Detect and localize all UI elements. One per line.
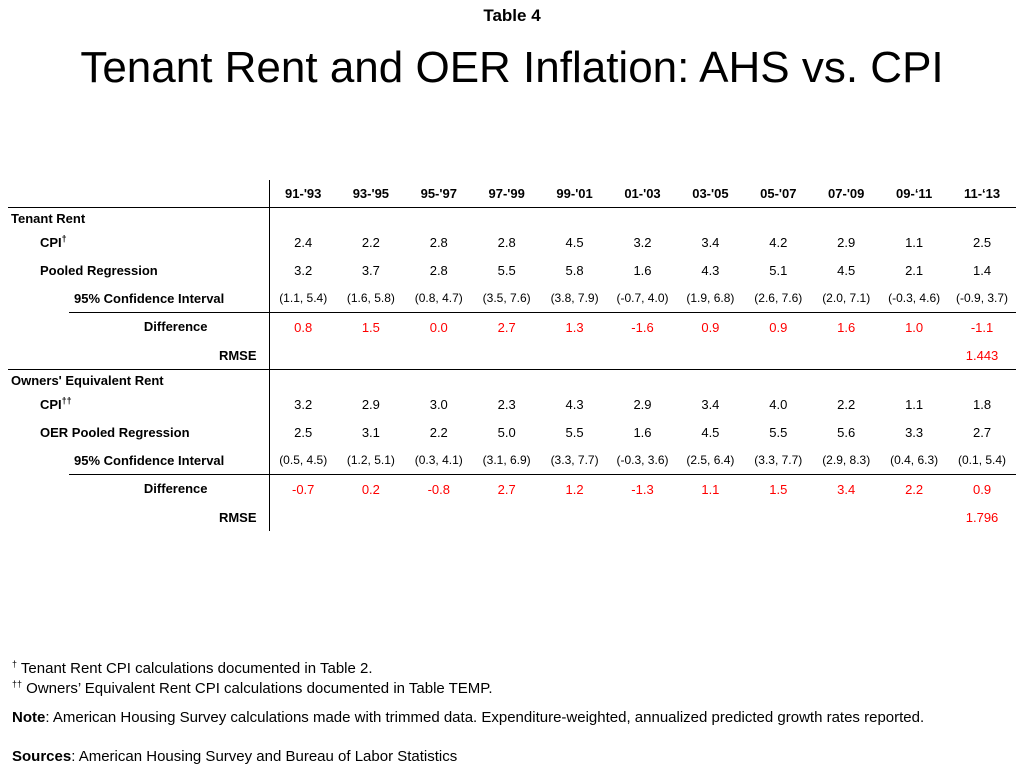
difference-value-cell: 0.0 [429, 319, 448, 335]
pooled-value-cell: 5.1 [769, 262, 788, 278]
ci-label-text: 95% Confidence Interval [74, 290, 225, 306]
rmse-row [8, 503, 1016, 531]
difference-value-cell: -1.6 [631, 319, 654, 335]
empty-cell [676, 503, 744, 531]
difference-row-label: Difference [8, 313, 269, 342]
cpi-row [8, 228, 1016, 256]
header-row [8, 180, 1016, 208]
ci-value-cell: (-0.9, 3.7) [948, 284, 1016, 313]
cpi-value-cell: 4.5 [565, 234, 584, 250]
column-header: 95-'97 [405, 180, 473, 208]
ci-value-cell: (0.3, 4.1) [405, 446, 473, 475]
sources-text: : American Housing Survey and Bureau of Labor Statistics [71, 748, 458, 765]
cpi-row-label [8, 390, 269, 418]
column-header: 07-'09 [812, 180, 880, 208]
pooled-value-cell: 2.8 [429, 262, 448, 278]
cpi-value-cell: 2.3 [497, 396, 516, 412]
column-header: 99-'01 [541, 180, 609, 208]
ci-value-cell: (0.4, 6.3) [880, 446, 948, 475]
footnote-mark: †† [12, 679, 23, 689]
ci-value-cell: (3.5, 7.6) [473, 284, 541, 313]
difference-row-label: Difference [8, 475, 269, 504]
empty-cell [541, 503, 609, 531]
table-body [8, 180, 1016, 531]
footnote-oer [12, 679, 493, 699]
cpi-value-cell: 2.9 [837, 234, 856, 250]
pooled-value-cell: 5.5 [769, 424, 788, 440]
column-header: 91-'93 [269, 180, 337, 208]
cpi-label-text: CPI [40, 234, 62, 250]
difference-value-cell: -1.3 [631, 481, 654, 497]
cpi-value-cell: 3.4 [701, 234, 720, 250]
ci-value-cell: (2.5, 6.4) [676, 446, 744, 475]
cpi-value-cell: 2.2 [361, 234, 380, 250]
empty-cell [744, 503, 812, 531]
pooled-value-cell: 1.6 [633, 262, 652, 278]
column-header: 11-‘13 [948, 180, 1016, 208]
inflation-comparison-table [8, 180, 1016, 531]
empty-cell [609, 341, 677, 370]
empty-cell [744, 341, 812, 370]
oer-section-label: Owners' Equivalent Rent [8, 370, 269, 391]
ci-label-text: 95% Confidence Interval [74, 452, 225, 468]
pooled-regression-row [8, 418, 1016, 446]
difference-value-cell: 1.0 [905, 319, 924, 335]
cpi-value-cell: 1.8 [972, 396, 992, 412]
note [12, 708, 1002, 728]
rmse-row-label: RMSE [8, 341, 269, 370]
pooled-row-label: Pooled Regression [8, 256, 269, 284]
pooled-value-cell: 4.5 [837, 262, 856, 278]
footnote-mark: †† [61, 395, 72, 406]
empty-cell [269, 503, 337, 531]
difference-value-cell: 1.5 [361, 319, 380, 335]
rmse-row [8, 341, 1016, 370]
cpi-row-label [8, 228, 269, 256]
empty-cell [269, 341, 337, 370]
difference-row [8, 313, 1016, 342]
page-title: Tenant Rent and OER Inflation: AHS vs. CPI [80, 43, 944, 92]
pooled-value-cell: 4.5 [701, 424, 720, 440]
pooled-value-cell: 3.7 [361, 262, 380, 278]
ci-value-cell: (2.0, 7.1) [812, 284, 880, 313]
note-text: : American Housing Survey calculations made with trimmed data. Expenditure-weighted, annualized predicted growth rates reported. [45, 709, 925, 726]
difference-value-cell: 2.7 [497, 481, 516, 497]
section-header-row [8, 370, 1016, 391]
difference-value-cell: 2.2 [905, 481, 924, 497]
cpi-value-cell: 2.8 [497, 234, 516, 250]
column-header: 93-'95 [337, 180, 405, 208]
cpi-value-cell: 2.9 [633, 396, 652, 412]
cpi-value-cell: 3.2 [633, 234, 652, 250]
empty-cell [541, 341, 609, 370]
confidence-interval-row [8, 284, 1016, 313]
empty-cell [473, 503, 541, 531]
column-header: 01-'03 [609, 180, 677, 208]
footnote-text: Tenant Rent CPI calculations documented in Table 2. [17, 660, 373, 677]
ci-value-cell: (0.5, 4.5) [269, 446, 337, 475]
difference-value-cell: 3.4 [837, 481, 856, 497]
cpi-value-cell: 2.2 [837, 396, 856, 412]
ci-value-cell: (-0.3, 4.6) [880, 284, 948, 313]
ci-value-cell: (3.8, 7.9) [541, 284, 609, 313]
difference-value-cell: 1.2 [565, 481, 584, 497]
pooled-value-cell: 2.2 [429, 424, 448, 440]
pooled-value-cell: 5.0 [497, 424, 516, 440]
pooled-value-cell: 3.3 [905, 424, 924, 440]
ci-value-cell: (0.8, 4.7) [405, 284, 473, 313]
pooled-value-cell: 3.2 [294, 262, 313, 278]
empty-cell [880, 503, 948, 531]
empty-cell [812, 341, 880, 370]
pooled-row-label: OER Pooled Regression [8, 418, 269, 446]
rmse-value-cell: 1.796 [965, 509, 999, 525]
footnotes [12, 659, 493, 699]
empty-cell [405, 341, 473, 370]
tenant-section-label: Tenant Rent [8, 208, 269, 229]
sources-label: Sources [12, 748, 72, 765]
column-header: 05-'07 [744, 180, 812, 208]
difference-value-cell: -0.8 [427, 481, 450, 497]
ci-value-cell: (1.1, 5.4) [269, 284, 337, 313]
cpi-row [8, 390, 1016, 418]
column-header: 03-'05 [676, 180, 744, 208]
ci-value-cell: (3.3, 7.7) [541, 446, 609, 475]
pooled-value-cell: 5.8 [565, 262, 584, 278]
ci-value-cell: (-0.3, 3.6) [609, 446, 677, 475]
difference-value-cell: 0.9 [972, 481, 992, 497]
cpi-value-cell: 3.2 [294, 396, 313, 412]
difference-value-cell: 1.1 [701, 481, 720, 497]
empty-cell [676, 341, 744, 370]
table-number-label: Table 4 [483, 6, 541, 25]
empty-cell [880, 341, 948, 370]
ci-value-cell: (3.1, 6.9) [473, 446, 541, 475]
ci-value-cell: (1.9, 6.8) [676, 284, 744, 313]
cpi-value-cell: 1.1 [905, 396, 924, 412]
cpi-label-text: CPI [40, 396, 62, 412]
column-header: 97-'99 [473, 180, 541, 208]
cpi-value-cell: 2.8 [429, 234, 448, 250]
cpi-value-cell: 4.2 [769, 234, 788, 250]
footnote-mark: † [12, 659, 18, 669]
empty-cell [405, 503, 473, 531]
ci-value-cell: (2.6, 7.6) [744, 284, 812, 313]
pooled-value-cell: 5.5 [565, 424, 584, 440]
pooled-value-cell: 5.6 [837, 424, 856, 440]
empty-cell [609, 503, 677, 531]
ci-value-cell: (0.1, 5.4) [948, 446, 1016, 475]
ci-underline [69, 312, 270, 313]
pooled-value-cell: 1.6 [633, 424, 652, 440]
rmse-value-cell: 1.443 [965, 347, 999, 363]
empty-cell [337, 341, 405, 370]
pooled-value-cell: 2.5 [294, 424, 313, 440]
difference-value-cell: 0.9 [769, 319, 788, 335]
cpi-value-cell: 2.4 [294, 234, 313, 250]
ci-row-label [8, 284, 269, 313]
pooled-value-cell: 4.3 [701, 262, 720, 278]
note-label: Note [12, 709, 46, 726]
difference-value-cell: 0.8 [294, 319, 313, 335]
empty-cell [269, 370, 1016, 391]
footnote-tenant [12, 659, 493, 679]
empty-cell [269, 208, 1016, 229]
header-corner-cell [8, 180, 269, 208]
ci-value-cell: (3.3, 7.7) [744, 446, 812, 475]
ci-value-cell: (1.6, 5.8) [337, 284, 405, 313]
footnote-mark: † [61, 233, 67, 244]
pooled-value-cell: 2.1 [905, 262, 924, 278]
difference-value-cell: 1.5 [769, 481, 788, 497]
confidence-interval-row [8, 446, 1016, 475]
pooled-regression-row [8, 256, 1016, 284]
ci-value-cell: (-0.7, 4.0) [609, 284, 677, 313]
cpi-value-cell: 2.9 [361, 396, 380, 412]
empty-cell [473, 341, 541, 370]
cpi-value-cell: 2.5 [972, 234, 992, 250]
difference-value-cell: 2.7 [497, 319, 516, 335]
pooled-value-cell: 2.7 [972, 424, 992, 440]
ci-value-cell: (2.9, 8.3) [812, 446, 880, 475]
pooled-value-cell: 1.4 [972, 262, 992, 278]
empty-cell [812, 503, 880, 531]
empty-cell [337, 503, 405, 531]
difference-value-cell: -0.7 [292, 481, 315, 497]
difference-row [8, 475, 1016, 504]
cpi-value-cell: 4.0 [769, 396, 788, 412]
cpi-value-cell: 4.3 [565, 396, 584, 412]
difference-value-cell: 1.6 [837, 319, 856, 335]
footnote-text: Owners’ Equivalent Rent CPI calculations documented in Table TEMP. [22, 680, 493, 697]
cpi-value-cell: 3.0 [429, 396, 448, 412]
ci-row-label [8, 446, 269, 475]
difference-value-cell: 0.9 [701, 319, 720, 335]
ci-underline [69, 474, 270, 475]
rmse-row-label: RMSE [8, 503, 269, 531]
difference-value-cell: 0.2 [361, 481, 380, 497]
pooled-value-cell: 5.5 [497, 262, 516, 278]
difference-value-cell: 1.3 [565, 319, 584, 335]
cpi-value-cell: 3.4 [701, 396, 720, 412]
cpi-value-cell: 1.1 [905, 234, 924, 250]
section-header-row [8, 208, 1016, 229]
pooled-value-cell: 3.1 [361, 424, 380, 440]
column-header: 09-‘11 [880, 180, 948, 208]
difference-value-cell: -1.1 [970, 319, 994, 335]
sources [12, 747, 457, 767]
ci-value-cell: (1.2, 5.1) [337, 446, 405, 475]
